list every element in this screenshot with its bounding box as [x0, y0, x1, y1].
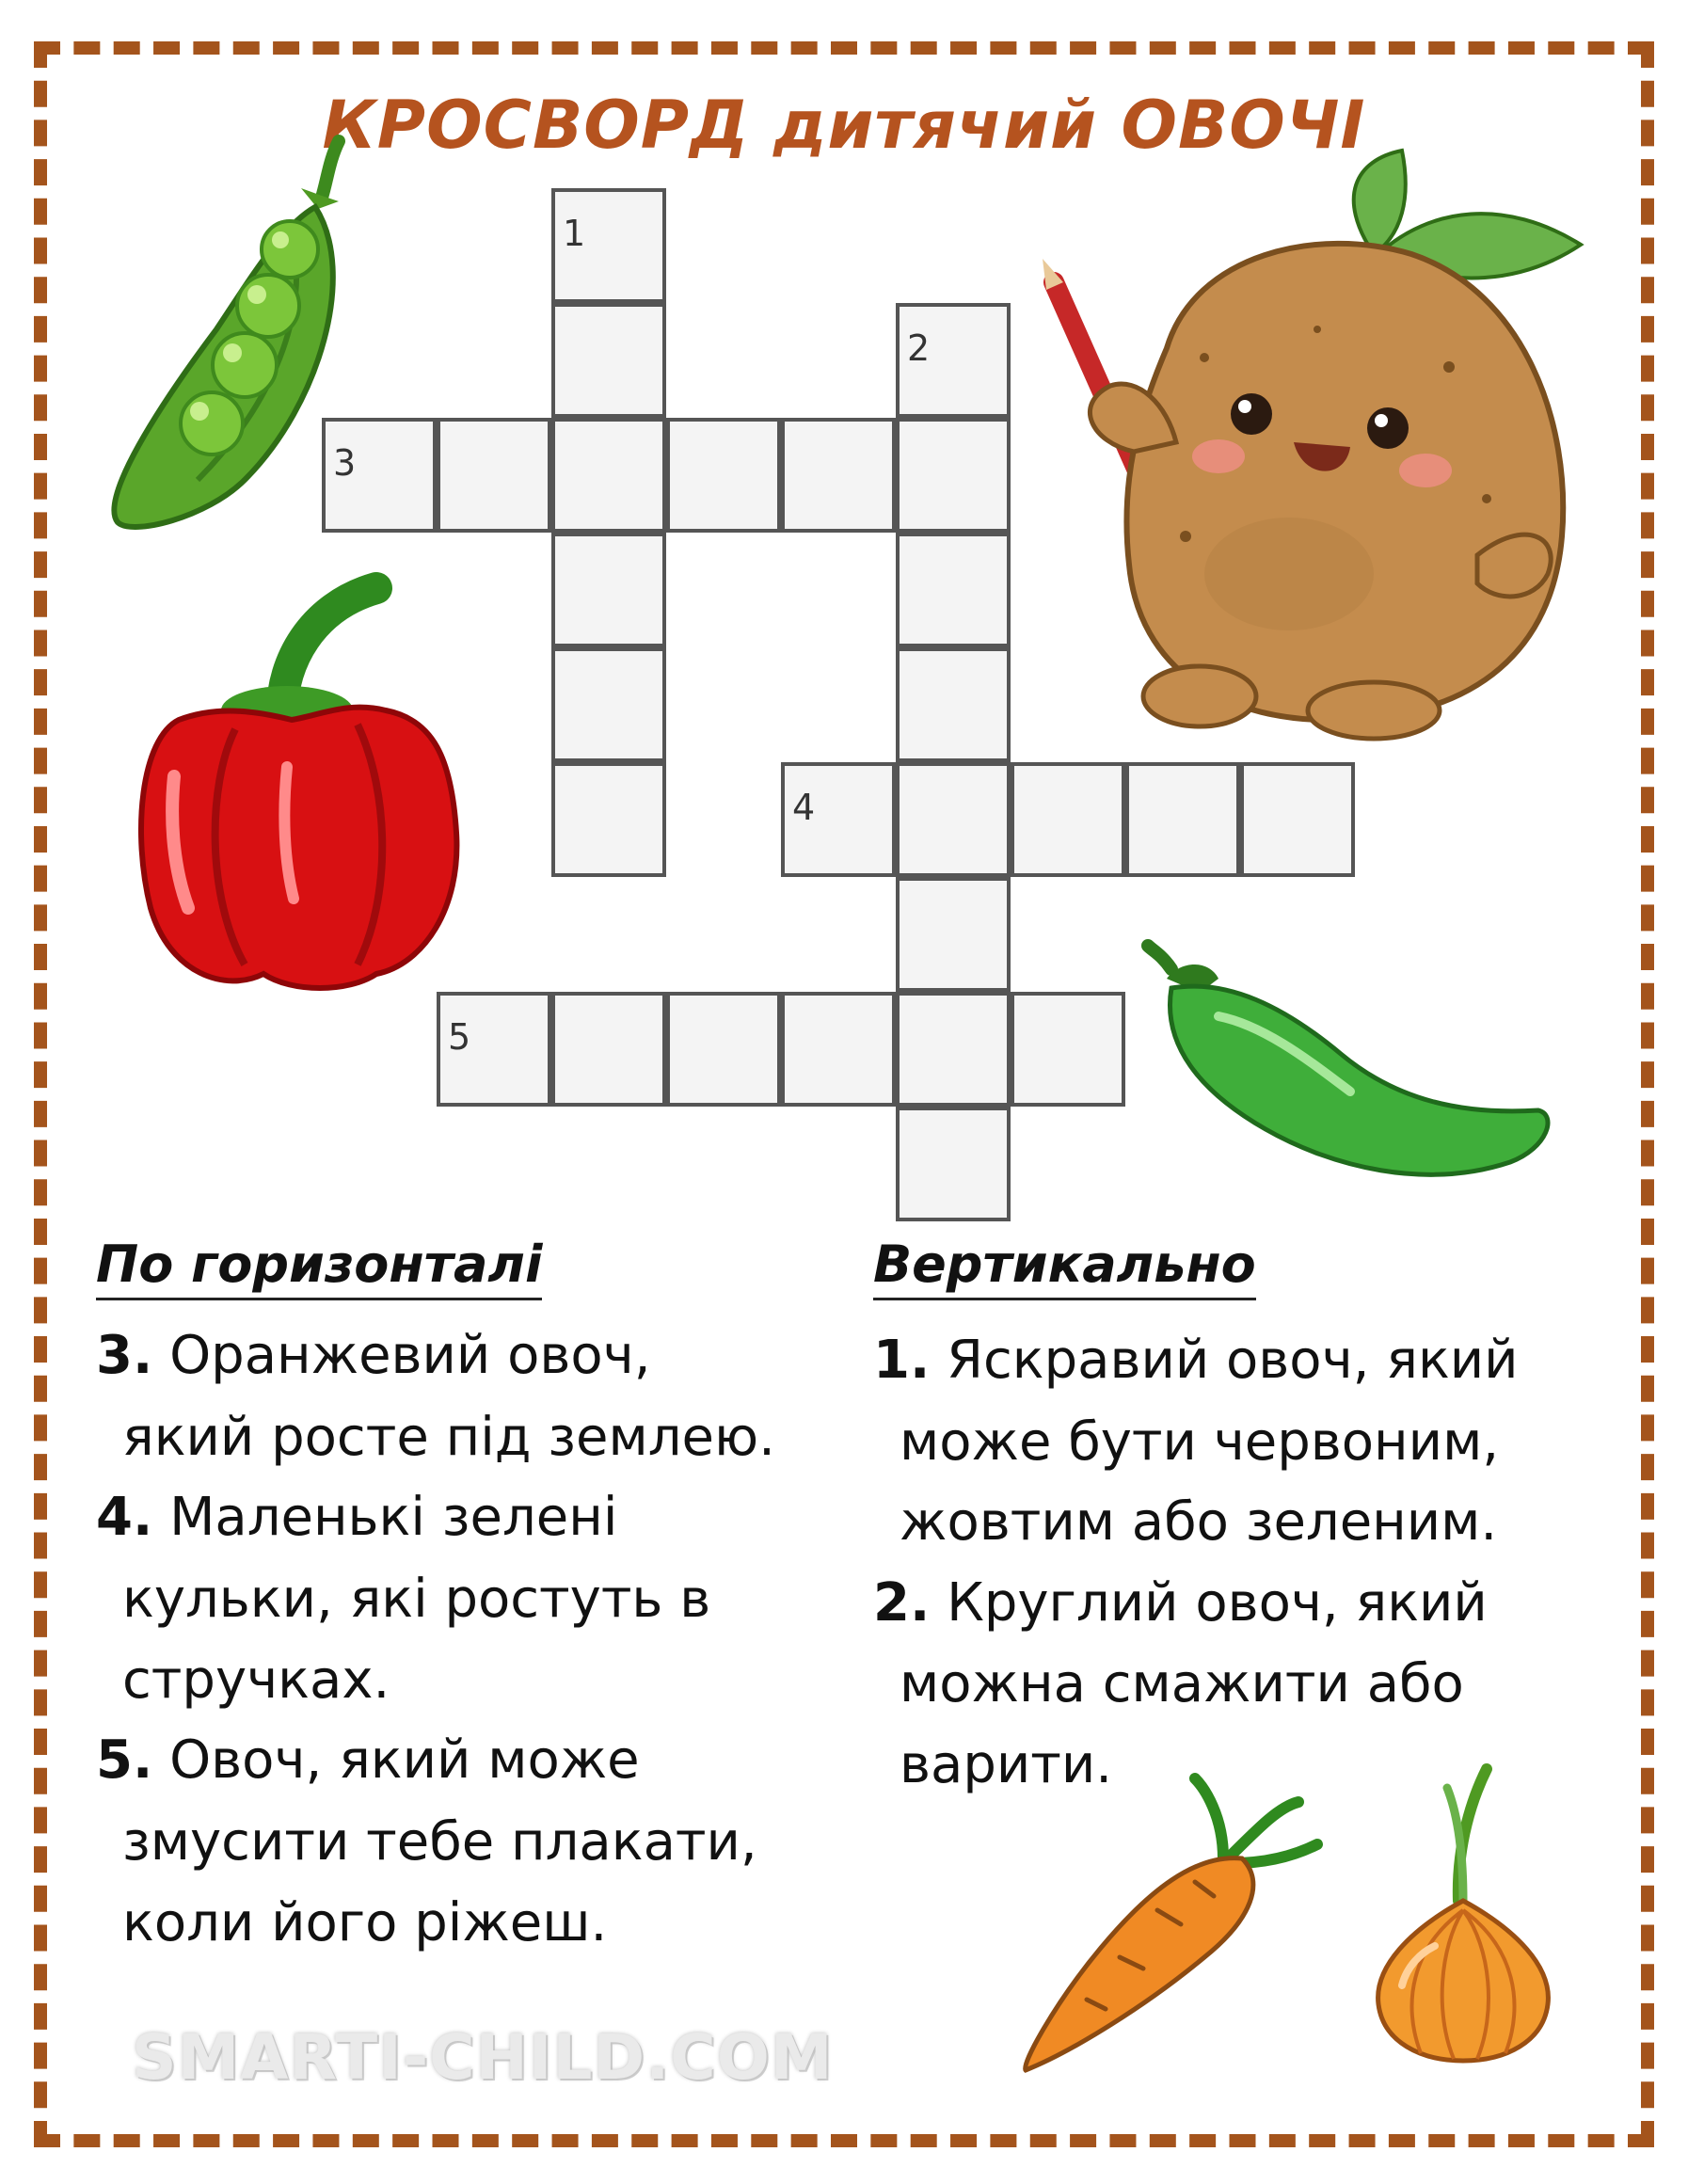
clue-number: 1	[563, 213, 586, 254]
clue-text: жовтим або зеленим.	[900, 1491, 1498, 1553]
crossword-cell[interactable]	[781, 762, 896, 877]
crossword-cell[interactable]	[551, 992, 666, 1107]
crossword-cell[interactable]	[1011, 992, 1125, 1107]
crossword-cell[interactable]	[666, 418, 781, 533]
crossword-cell[interactable]	[781, 992, 896, 1107]
onion-icon	[1346, 1760, 1581, 2070]
clue-text: Маленькі зелені	[169, 1487, 618, 1548]
clue-text: варити.	[900, 1734, 1113, 1795]
crossword-cell[interactable]	[551, 418, 666, 533]
pea-pod-icon	[104, 122, 376, 536]
crossword-cell[interactable]	[437, 992, 551, 1107]
page-title: КРОСВОРД дитячий ОВОЧІ	[322, 87, 1366, 164]
clue-number: 2	[907, 327, 931, 369]
crossword-cell[interactable]	[896, 877, 1011, 992]
clue-text: кульки, які ростуть в	[122, 1569, 711, 1630]
crossword-cell[interactable]	[551, 303, 666, 418]
crossword-cell[interactable]	[1240, 762, 1355, 877]
clue-number: 4	[792, 787, 816, 828]
crossword-cell[interactable]	[896, 303, 1011, 418]
carrot-icon	[1016, 1769, 1327, 2080]
crossword-cell[interactable]	[1125, 762, 1240, 877]
clue-text: стручках.	[122, 1650, 390, 1711]
clue-text: можна смажити або	[900, 1653, 1464, 1714]
clue-number: 1.	[873, 1330, 931, 1391]
across-heading: По горизонталі	[96, 1235, 542, 1300]
potato-character-icon	[1035, 141, 1618, 743]
green-chili-pepper-icon	[1143, 941, 1557, 1186]
clue-number: 3	[333, 442, 357, 484]
clue-number: 2.	[873, 1572, 931, 1634]
clue-text: Круглий овоч, який	[947, 1572, 1488, 1634]
clue-text: який росте під землею.	[122, 1407, 775, 1468]
crossword-cell[interactable]	[551, 188, 666, 303]
clue-number: 4.	[96, 1487, 153, 1548]
clue-text: може бути червоним,	[900, 1411, 1500, 1473]
crossword-cell[interactable]	[896, 762, 1011, 877]
clue-text: коли його ріжеш.	[122, 1892, 608, 1953]
down-heading: Вертикально	[873, 1235, 1256, 1300]
crossword-cell[interactable]	[896, 533, 1011, 647]
clue-text: змусити тебе плакати,	[122, 1811, 757, 1873]
red-bell-pepper-icon	[122, 569, 470, 1002]
clue-number: 5.	[96, 1730, 153, 1791]
clue-text: Яскравий овоч, який	[947, 1330, 1519, 1391]
clue-text: Оранжевий овоч,	[169, 1325, 651, 1386]
clue-number: 3.	[96, 1325, 153, 1386]
watermark: SMARTI-CHILD.COM	[132, 2021, 834, 2094]
crossword-cell[interactable]	[437, 418, 551, 533]
crossword-cell[interactable]	[896, 1107, 1011, 1221]
crossword-cell[interactable]	[896, 418, 1011, 533]
crossword-cell[interactable]	[781, 418, 896, 533]
crossword-cell[interactable]	[1011, 762, 1125, 877]
crossword-cell[interactable]	[551, 533, 666, 647]
crossword-cell[interactable]	[551, 647, 666, 762]
clue-number: 5	[448, 1016, 471, 1058]
crossword-cell[interactable]	[666, 992, 781, 1107]
crossword-cell[interactable]	[896, 647, 1011, 762]
clue-text: Овоч, який може	[169, 1730, 640, 1791]
crossword-cell[interactable]	[551, 762, 666, 877]
crossword-cell[interactable]	[896, 992, 1011, 1107]
